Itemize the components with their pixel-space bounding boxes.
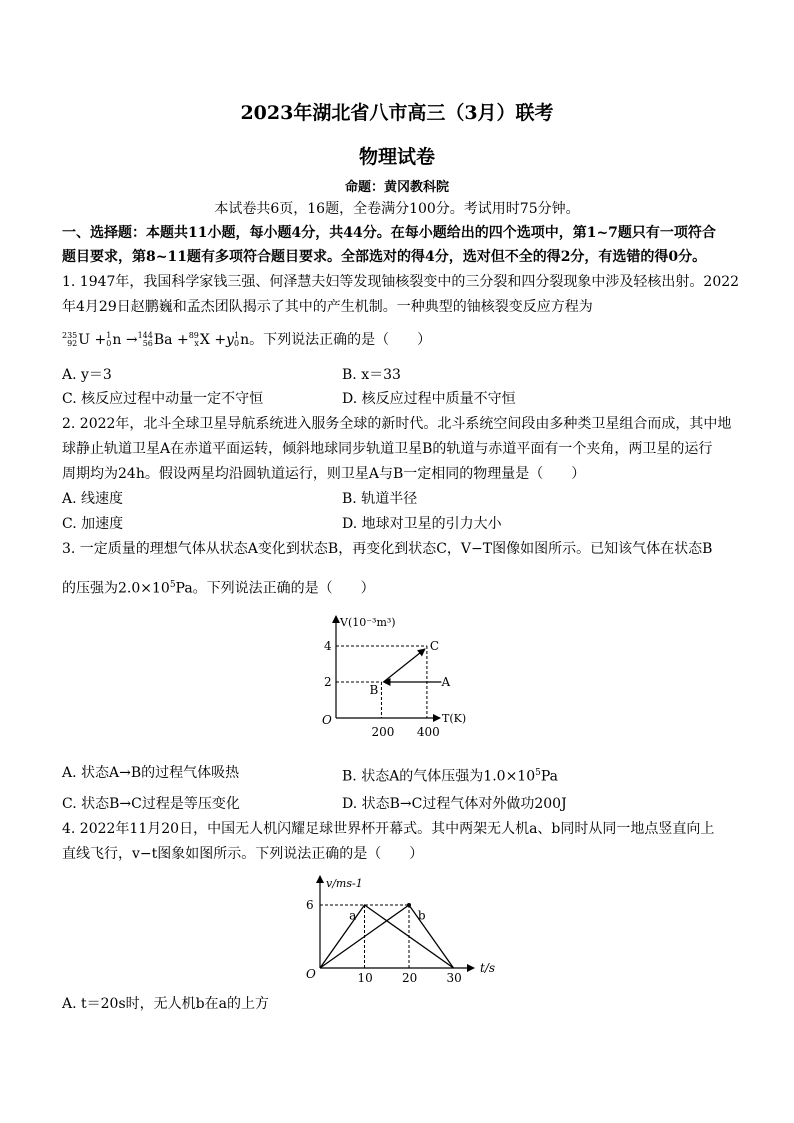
q4-option-a: A. t＝20s时，无人机b在a的上方 (62, 996, 269, 1012)
section1-instructions-line1: 一、选择题：本题共11小题，每小题4分，共44分。在每小题给出的四个选项中，第1~7题只有一项符合 (62, 225, 716, 241)
q1-option-c: C. 核反应过程中动量一定不守恒 (62, 391, 264, 407)
q3-option-a: A. 状态A→B的过程气体吸热 (62, 765, 240, 781)
q2-option-d: D. 地球对卫星的引力大小 (342, 516, 502, 532)
vt-origin: O (322, 713, 332, 727)
q4-stem-line2: 直线飞行，v−t图象如图所示。下列说法正确的是（ ） (62, 846, 424, 862)
q1-option-b: B. x＝33 (342, 367, 401, 383)
section1-instructions-line2: 题目要求，第8~11题有多项符合题目要求。全部选对的得4分，选对但不全的得2分，有选错的得0分。 (62, 249, 707, 265)
vt-x-tick-200: 200 (371, 725, 395, 739)
vt-path-b-to-c (383, 649, 424, 682)
q3-stem-line2: 的压强为$2.0\times 10^5Pa$。下列说法正确的是（ ） (62, 580, 375, 597)
vt2-x-tick-20: 20 (402, 971, 418, 984)
exam-author: 命题：黄冈教科院 (344, 180, 449, 195)
q2-stem-line2: 球静止轨道卫星A在赤道平面运转，倾斜地球同步轨道卫星B的轨道与赤道平面有一个夹角，两卫星的运行 (62, 441, 713, 457)
q2-stem-line3: 周期均为24h。假设两星均沿圆轨道运行，则卫星A与B一定相同的物理量是（ ） (62, 466, 586, 482)
q4-stem-line1: 4. 2022年11月20日，中国无人机闪耀足球世界杯开幕式。其中两架无人机a、b同时从同一地点竖直向上 (62, 821, 715, 837)
vt2-series-b (320, 905, 454, 968)
exam-info: 本试卷共6页，16题，全卷满分100分。考试用时75分钟。 (214, 201, 580, 217)
vt2-x-tick-30: 30 (446, 971, 462, 984)
vt-x-label: T(K) (442, 712, 467, 725)
vt2-series-b-label: b (417, 908, 426, 923)
exam-title: 2023年湖北省八市高三（3月）联考 (240, 102, 554, 124)
vt-point-c-label: C (429, 639, 440, 653)
vt2-x-label: t/s (480, 961, 496, 975)
q3-stem-line1: 3. 一定质量的理想气体从状态A变化到状态B，再变化到状态C，V−T图像如图所示。已知该气体在状态B (62, 541, 713, 557)
vt-point-b-label: B (369, 683, 379, 697)
vt2-y-tick-6: 6 (306, 898, 314, 912)
q2-option-a: A. 线速度 (62, 491, 124, 507)
vt2-x-tick-10: 10 (357, 971, 373, 984)
q2-option-c: C. 加速度 (62, 516, 124, 532)
q3-option-b: B. 状态A的气体压强为$1.0\times 10^5Pa$ (342, 768, 558, 785)
exam-subject: 物理试卷 (358, 146, 435, 168)
velocity-time-graph (296, 872, 516, 984)
q3-option-c: C. 状态B→C过程是等压变化 (62, 796, 240, 812)
q1-stem-line2: 年4月29日赵鹏巍和孟杰团队揭示了其中的产生机制。一种典型的铀核裂变反应方程为 (62, 299, 593, 315)
vt-graph (300, 612, 480, 742)
vt-x-tick-400: 400 (416, 725, 440, 739)
q1-option-d: D. 核反应过程中质量不守恒 (342, 391, 516, 407)
vt-y-tick-4: 4 (324, 639, 332, 653)
q1-stem-line1: 1. 1947年，我国科学家钱三强、何泽慧夫妇等发现铀核裂变中的三分裂和四分裂现象中涉及轻核出射。2022 (62, 274, 740, 290)
vt-y-label: V(10⁻³m³) (340, 616, 396, 629)
vt2-series-a (320, 905, 454, 968)
vt2-peak-b-dot (407, 903, 411, 907)
q2-option-b: B. 轨道半径 (342, 491, 418, 507)
vt2-y-label: v/ms-1 (326, 877, 363, 890)
vt-y-tick-2: 2 (324, 675, 332, 689)
vt-point-a-label: A (441, 675, 451, 689)
vt2-origin: O (306, 967, 316, 981)
vt2-series-a-label: a (349, 908, 357, 923)
q2-stem-line1: 2. 2022年，北斗全球卫星导航系统进入服务全球的新时代。北斗系统空间段由多种类卫星组合而成，其中地 (62, 416, 732, 432)
q3-option-d: D. 状态B→C过程气体对外做功200J (342, 796, 567, 812)
q1-option-a: A. y＝3 (62, 367, 112, 383)
q1-equation: 235 92 U + 1 0 n → 144 56 Ba + 89 x X +y 1 0 n。下列说法正确的是（ ） (62, 331, 432, 348)
